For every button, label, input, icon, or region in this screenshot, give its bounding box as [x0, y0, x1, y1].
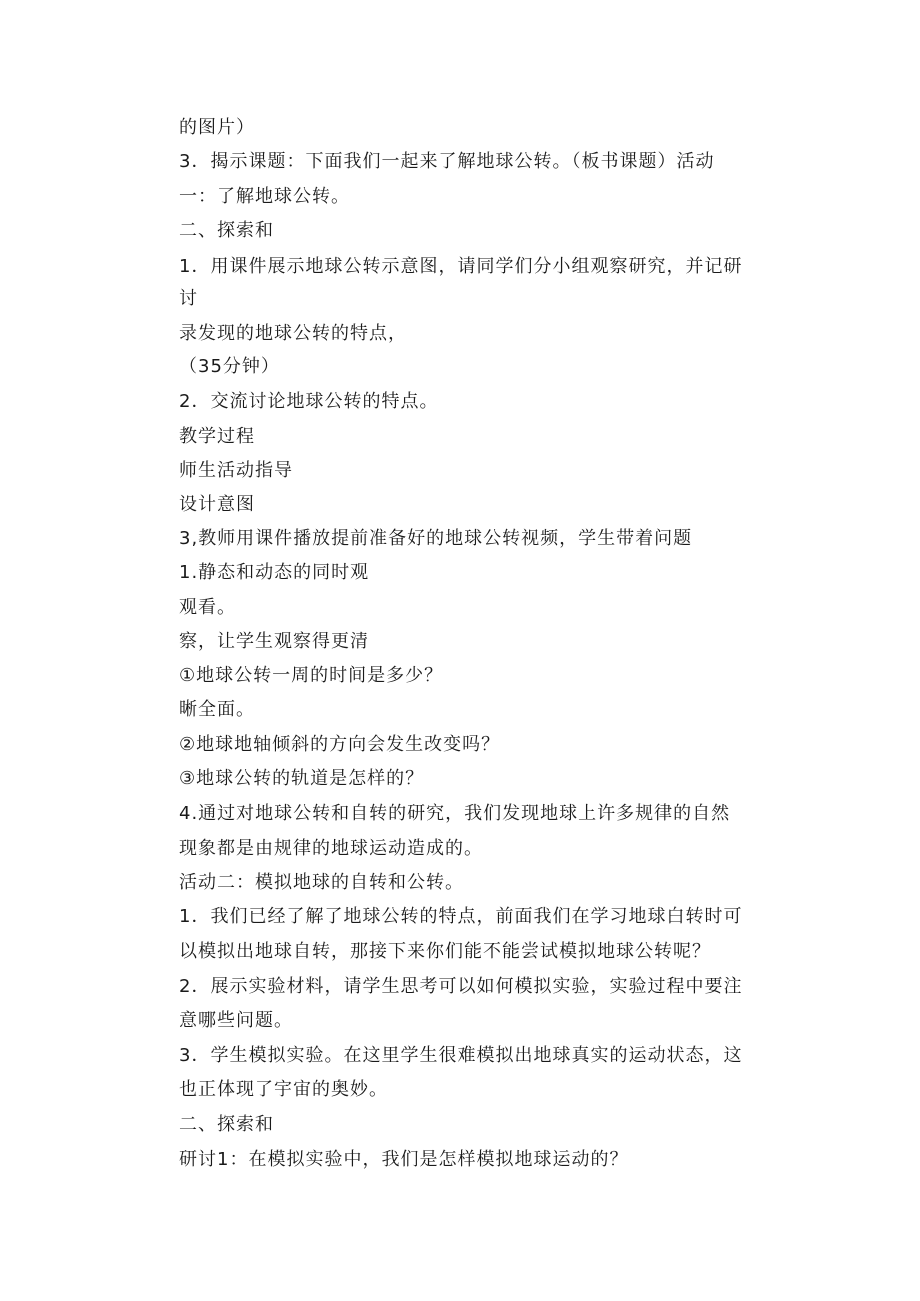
text-line: （35分钟） [179, 356, 280, 377]
text-line: 设计意图 [179, 494, 255, 515]
text-line: 讨 [179, 288, 198, 309]
text-line: 的图片） [179, 117, 255, 138]
text-line: 察，让学生观察得更清 [179, 631, 369, 652]
text-line: 意哪些问题。 [179, 1010, 293, 1031]
text-line: 录发现的地球公转的特点， [179, 323, 407, 344]
text-line: 也正体现了宇宙的奥妙。 [179, 1079, 388, 1100]
text-line: 3,教师用课件播放提前准备好的地球公转视频，学生带着问题 [179, 528, 693, 549]
text-line: 4.通过对地球公转和自转的研究，我们发现地球上许多规律的自然 [179, 803, 731, 824]
text-line: 1．用课件展示地球公转示意图，请同学们分小组观察研究，并记研 [179, 256, 743, 277]
question-line: ③地球公转的轨道是怎样的？ [179, 768, 425, 789]
section-heading: 二、探索和 [179, 220, 274, 241]
text-line: 现象都是由规律的地球运动造成的。 [179, 838, 483, 859]
text-line: 研讨1：在模拟实验中，我们是怎样模拟地球运动的？ [179, 1149, 629, 1170]
text-line: 师生活动指导 [179, 460, 293, 481]
text-line: 3．揭示课题：下面我们一起来了解地球公转。（板书课题）活动 [179, 151, 715, 172]
text-line: 晰全面。 [179, 699, 255, 720]
question-line: ②地球地轴倾斜的方向会发生改变吗？ [179, 734, 501, 755]
text-line: 教学过程 [179, 426, 255, 447]
question-line: ①地球公转一周的时间是多少？ [179, 665, 444, 686]
text-line: 2．展示实验材料，请学生思考可以如何模拟实验，实验过程中要注 [179, 976, 743, 997]
text-line: 观看。 [179, 597, 236, 618]
text-line: 一：了解地球公转。 [179, 186, 350, 207]
text-line: 1．我们已经了解了地球公转的特点，前面我们在学习地球白转时可 [179, 906, 743, 927]
text-line: 以模拟出地球自转，那接下来你们能不能尝试模拟地球公转呢？ [179, 941, 711, 962]
text-line: 2．交流讨论地球公转的特点。 [179, 391, 439, 412]
text-line: 3．学生模拟实验。在这里学生很难模拟出地球真实的运动状态，这 [179, 1045, 743, 1066]
text-line: 1.静态和动态的同时观 [179, 562, 370, 583]
text-line: 活动二：模拟地球的自转和公转。 [179, 872, 464, 893]
section-heading: 二、探索和 [179, 1114, 274, 1135]
